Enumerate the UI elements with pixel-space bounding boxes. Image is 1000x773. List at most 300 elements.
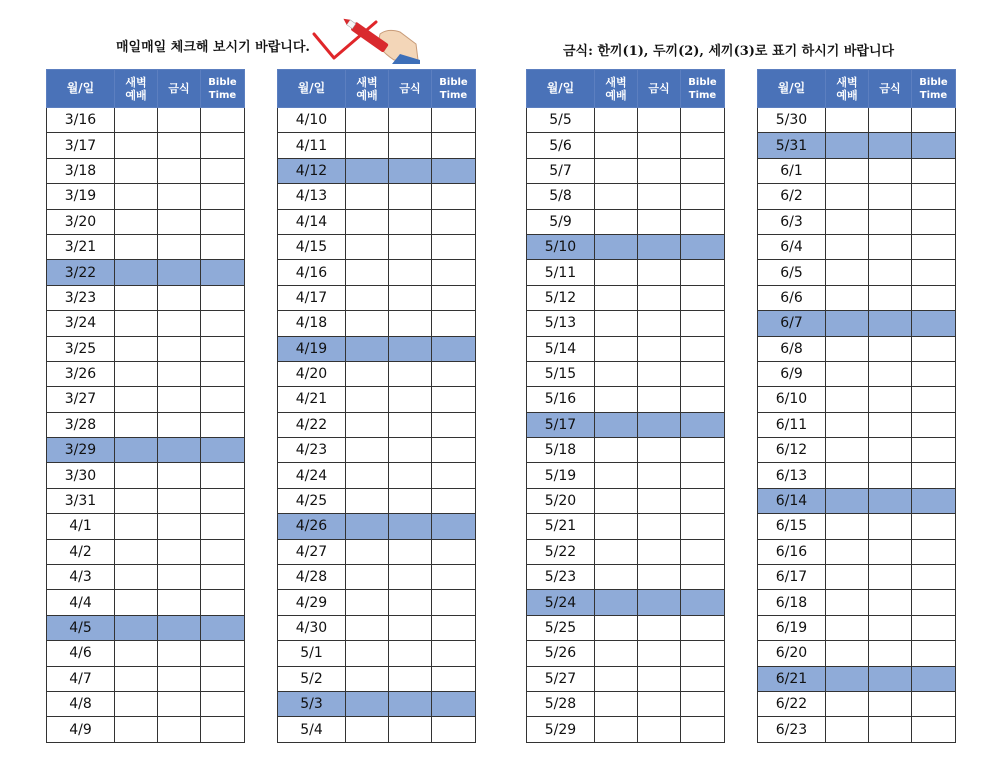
dawn-worship-check-cell[interactable]: [826, 133, 869, 158]
dawn-worship-check-cell[interactable]: [115, 666, 158, 691]
bible-time-check-cell[interactable]: [432, 108, 476, 133]
fasting-check-cell[interactable]: [158, 438, 201, 463]
bible-time-check-cell[interactable]: [201, 336, 245, 361]
bible-time-check-cell[interactable]: [201, 387, 245, 412]
bible-time-check-cell[interactable]: [432, 488, 476, 513]
fasting-check-cell[interactable]: [389, 158, 432, 183]
fasting-check-cell[interactable]: [158, 488, 201, 513]
dawn-worship-check-cell[interactable]: [346, 361, 389, 386]
fasting-check-cell[interactable]: [638, 387, 681, 412]
dawn-worship-check-cell[interactable]: [115, 285, 158, 310]
fasting-check-cell[interactable]: [389, 361, 432, 386]
dawn-worship-check-cell[interactable]: [346, 184, 389, 209]
dawn-worship-check-cell[interactable]: [826, 336, 869, 361]
dawn-worship-check-cell[interactable]: [826, 234, 869, 259]
dawn-worship-check-cell[interactable]: [346, 691, 389, 716]
dawn-worship-check-cell[interactable]: [346, 539, 389, 564]
fasting-check-cell[interactable]: [158, 361, 201, 386]
fasting-check-cell[interactable]: [638, 488, 681, 513]
fasting-check-cell[interactable]: [638, 641, 681, 666]
bible-time-check-cell[interactable]: [912, 361, 956, 386]
bible-time-check-cell[interactable]: [432, 234, 476, 259]
fasting-check-cell[interactable]: [158, 717, 201, 742]
fasting-check-cell[interactable]: [158, 641, 201, 666]
fasting-check-cell[interactable]: [389, 133, 432, 158]
bible-time-check-cell[interactable]: [681, 463, 725, 488]
fasting-check-cell[interactable]: [389, 285, 432, 310]
fasting-check-cell[interactable]: [638, 691, 681, 716]
dawn-worship-check-cell[interactable]: [826, 691, 869, 716]
bible-time-check-cell[interactable]: [201, 311, 245, 336]
fasting-check-cell[interactable]: [638, 590, 681, 615]
fasting-check-cell[interactable]: [389, 717, 432, 742]
dawn-worship-check-cell[interactable]: [595, 717, 638, 742]
bible-time-check-cell[interactable]: [201, 438, 245, 463]
dawn-worship-check-cell[interactable]: [595, 311, 638, 336]
dawn-worship-check-cell[interactable]: [595, 565, 638, 590]
dawn-worship-check-cell[interactable]: [115, 133, 158, 158]
fasting-check-cell[interactable]: [158, 260, 201, 285]
bible-time-check-cell[interactable]: [912, 691, 956, 716]
dawn-worship-check-cell[interactable]: [595, 361, 638, 386]
dawn-worship-check-cell[interactable]: [595, 438, 638, 463]
dawn-worship-check-cell[interactable]: [595, 590, 638, 615]
bible-time-check-cell[interactable]: [681, 438, 725, 463]
dawn-worship-check-cell[interactable]: [595, 158, 638, 183]
fasting-check-cell[interactable]: [389, 463, 432, 488]
dawn-worship-check-cell[interactable]: [115, 488, 158, 513]
fasting-check-cell[interactable]: [389, 641, 432, 666]
bible-time-check-cell[interactable]: [432, 666, 476, 691]
dawn-worship-check-cell[interactable]: [346, 717, 389, 742]
fasting-check-cell[interactable]: [389, 438, 432, 463]
dawn-worship-check-cell[interactable]: [346, 438, 389, 463]
fasting-check-cell[interactable]: [389, 336, 432, 361]
fasting-check-cell[interactable]: [638, 260, 681, 285]
dawn-worship-check-cell[interactable]: [115, 717, 158, 742]
fasting-check-cell[interactable]: [158, 412, 201, 437]
fasting-check-cell[interactable]: [638, 285, 681, 310]
bible-time-check-cell[interactable]: [912, 666, 956, 691]
fasting-check-cell[interactable]: [389, 260, 432, 285]
fasting-check-cell[interactable]: [869, 234, 912, 259]
dawn-worship-check-cell[interactable]: [826, 514, 869, 539]
dawn-worship-check-cell[interactable]: [346, 336, 389, 361]
bible-time-check-cell[interactable]: [912, 539, 956, 564]
fasting-check-cell[interactable]: [158, 387, 201, 412]
fasting-check-cell[interactable]: [158, 209, 201, 234]
dawn-worship-check-cell[interactable]: [826, 717, 869, 742]
bible-time-check-cell[interactable]: [912, 209, 956, 234]
fasting-check-cell[interactable]: [158, 565, 201, 590]
dawn-worship-check-cell[interactable]: [826, 412, 869, 437]
dawn-worship-check-cell[interactable]: [346, 666, 389, 691]
dawn-worship-check-cell[interactable]: [115, 234, 158, 259]
fasting-check-cell[interactable]: [638, 234, 681, 259]
dawn-worship-check-cell[interactable]: [826, 463, 869, 488]
dawn-worship-check-cell[interactable]: [346, 463, 389, 488]
bible-time-check-cell[interactable]: [681, 412, 725, 437]
bible-time-check-cell[interactable]: [912, 285, 956, 310]
bible-time-check-cell[interactable]: [432, 615, 476, 640]
fasting-check-cell[interactable]: [638, 615, 681, 640]
bible-time-check-cell[interactable]: [201, 361, 245, 386]
bible-time-check-cell[interactable]: [912, 717, 956, 742]
bible-time-check-cell[interactable]: [201, 641, 245, 666]
dawn-worship-check-cell[interactable]: [826, 641, 869, 666]
dawn-worship-check-cell[interactable]: [115, 514, 158, 539]
dawn-worship-check-cell[interactable]: [346, 387, 389, 412]
bible-time-check-cell[interactable]: [681, 565, 725, 590]
fasting-check-cell[interactable]: [869, 108, 912, 133]
bible-time-check-cell[interactable]: [432, 590, 476, 615]
fasting-check-cell[interactable]: [869, 691, 912, 716]
bible-time-check-cell[interactable]: [432, 184, 476, 209]
bible-time-check-cell[interactable]: [912, 158, 956, 183]
fasting-check-cell[interactable]: [158, 539, 201, 564]
dawn-worship-check-cell[interactable]: [595, 184, 638, 209]
bible-time-check-cell[interactable]: [432, 158, 476, 183]
fasting-check-cell[interactable]: [869, 387, 912, 412]
fasting-check-cell[interactable]: [389, 412, 432, 437]
bible-time-check-cell[interactable]: [912, 260, 956, 285]
fasting-check-cell[interactable]: [158, 666, 201, 691]
fasting-check-cell[interactable]: [389, 539, 432, 564]
bible-time-check-cell[interactable]: [201, 463, 245, 488]
bible-time-check-cell[interactable]: [201, 539, 245, 564]
fasting-check-cell[interactable]: [869, 565, 912, 590]
fasting-check-cell[interactable]: [638, 539, 681, 564]
dawn-worship-check-cell[interactable]: [595, 514, 638, 539]
dawn-worship-check-cell[interactable]: [595, 691, 638, 716]
fasting-check-cell[interactable]: [869, 438, 912, 463]
bible-time-check-cell[interactable]: [432, 311, 476, 336]
bible-time-check-cell[interactable]: [681, 514, 725, 539]
fasting-check-cell[interactable]: [869, 260, 912, 285]
dawn-worship-check-cell[interactable]: [115, 615, 158, 640]
dawn-worship-check-cell[interactable]: [826, 285, 869, 310]
bible-time-check-cell[interactable]: [432, 412, 476, 437]
dawn-worship-check-cell[interactable]: [346, 590, 389, 615]
dawn-worship-check-cell[interactable]: [115, 641, 158, 666]
dawn-worship-check-cell[interactable]: [595, 209, 638, 234]
dawn-worship-check-cell[interactable]: [826, 108, 869, 133]
fasting-check-cell[interactable]: [389, 514, 432, 539]
bible-time-check-cell[interactable]: [432, 209, 476, 234]
bible-time-check-cell[interactable]: [432, 514, 476, 539]
dawn-worship-check-cell[interactable]: [115, 336, 158, 361]
dawn-worship-check-cell[interactable]: [115, 184, 158, 209]
bible-time-check-cell[interactable]: [912, 463, 956, 488]
dawn-worship-check-cell[interactable]: [595, 666, 638, 691]
fasting-check-cell[interactable]: [638, 412, 681, 437]
dawn-worship-check-cell[interactable]: [595, 336, 638, 361]
fasting-check-cell[interactable]: [869, 514, 912, 539]
fasting-check-cell[interactable]: [638, 438, 681, 463]
fasting-check-cell[interactable]: [869, 717, 912, 742]
dawn-worship-check-cell[interactable]: [826, 361, 869, 386]
fasting-check-cell[interactable]: [389, 691, 432, 716]
bible-time-check-cell[interactable]: [201, 158, 245, 183]
bible-time-check-cell[interactable]: [912, 234, 956, 259]
fasting-check-cell[interactable]: [869, 158, 912, 183]
dawn-worship-check-cell[interactable]: [346, 615, 389, 640]
bible-time-check-cell[interactable]: [201, 412, 245, 437]
fasting-check-cell[interactable]: [158, 234, 201, 259]
bible-time-check-cell[interactable]: [681, 234, 725, 259]
bible-time-check-cell[interactable]: [681, 285, 725, 310]
bible-time-check-cell[interactable]: [201, 691, 245, 716]
dawn-worship-check-cell[interactable]: [115, 463, 158, 488]
fasting-check-cell[interactable]: [638, 336, 681, 361]
bible-time-check-cell[interactable]: [681, 717, 725, 742]
fasting-check-cell[interactable]: [389, 108, 432, 133]
dawn-worship-check-cell[interactable]: [826, 590, 869, 615]
bible-time-check-cell[interactable]: [201, 514, 245, 539]
bible-time-check-cell[interactable]: [681, 311, 725, 336]
bible-time-check-cell[interactable]: [201, 184, 245, 209]
fasting-check-cell[interactable]: [389, 387, 432, 412]
dawn-worship-check-cell[interactable]: [595, 260, 638, 285]
dawn-worship-check-cell[interactable]: [826, 565, 869, 590]
bible-time-check-cell[interactable]: [681, 615, 725, 640]
fasting-check-cell[interactable]: [389, 615, 432, 640]
dawn-worship-check-cell[interactable]: [826, 158, 869, 183]
fasting-check-cell[interactable]: [158, 463, 201, 488]
dawn-worship-check-cell[interactable]: [826, 387, 869, 412]
dawn-worship-check-cell[interactable]: [826, 666, 869, 691]
bible-time-check-cell[interactable]: [681, 336, 725, 361]
dawn-worship-check-cell[interactable]: [115, 361, 158, 386]
bible-time-check-cell[interactable]: [432, 565, 476, 590]
dawn-worship-check-cell[interactable]: [115, 260, 158, 285]
dawn-worship-check-cell[interactable]: [115, 387, 158, 412]
fasting-check-cell[interactable]: [638, 514, 681, 539]
dawn-worship-check-cell[interactable]: [595, 285, 638, 310]
dawn-worship-check-cell[interactable]: [346, 133, 389, 158]
dawn-worship-check-cell[interactable]: [595, 133, 638, 158]
dawn-worship-check-cell[interactable]: [595, 412, 638, 437]
bible-time-check-cell[interactable]: [432, 336, 476, 361]
fasting-check-cell[interactable]: [638, 184, 681, 209]
dawn-worship-check-cell[interactable]: [826, 539, 869, 564]
bible-time-check-cell[interactable]: [681, 590, 725, 615]
bible-time-check-cell[interactable]: [681, 387, 725, 412]
dawn-worship-check-cell[interactable]: [595, 108, 638, 133]
fasting-check-cell[interactable]: [638, 666, 681, 691]
dawn-worship-check-cell[interactable]: [826, 311, 869, 336]
fasting-check-cell[interactable]: [389, 488, 432, 513]
fasting-check-cell[interactable]: [869, 666, 912, 691]
dawn-worship-check-cell[interactable]: [115, 311, 158, 336]
fasting-check-cell[interactable]: [389, 565, 432, 590]
fasting-check-cell[interactable]: [158, 311, 201, 336]
bible-time-check-cell[interactable]: [681, 691, 725, 716]
dawn-worship-check-cell[interactable]: [346, 488, 389, 513]
bible-time-check-cell[interactable]: [432, 539, 476, 564]
fasting-check-cell[interactable]: [638, 133, 681, 158]
bible-time-check-cell[interactable]: [432, 641, 476, 666]
bible-time-check-cell[interactable]: [912, 184, 956, 209]
fasting-check-cell[interactable]: [158, 158, 201, 183]
bible-time-check-cell[interactable]: [912, 311, 956, 336]
fasting-check-cell[interactable]: [158, 108, 201, 133]
bible-time-check-cell[interactable]: [201, 260, 245, 285]
bible-time-check-cell[interactable]: [432, 260, 476, 285]
fasting-check-cell[interactable]: [869, 311, 912, 336]
bible-time-check-cell[interactable]: [912, 412, 956, 437]
bible-time-check-cell[interactable]: [432, 691, 476, 716]
dawn-worship-check-cell[interactable]: [595, 234, 638, 259]
fasting-check-cell[interactable]: [389, 209, 432, 234]
fasting-check-cell[interactable]: [158, 691, 201, 716]
dawn-worship-check-cell[interactable]: [115, 539, 158, 564]
fasting-check-cell[interactable]: [869, 209, 912, 234]
bible-time-check-cell[interactable]: [912, 514, 956, 539]
dawn-worship-check-cell[interactable]: [346, 158, 389, 183]
bible-time-check-cell[interactable]: [432, 285, 476, 310]
dawn-worship-check-cell[interactable]: [826, 184, 869, 209]
fasting-check-cell[interactable]: [389, 311, 432, 336]
dawn-worship-check-cell[interactable]: [346, 234, 389, 259]
bible-time-check-cell[interactable]: [432, 463, 476, 488]
bible-time-check-cell[interactable]: [681, 184, 725, 209]
bible-time-check-cell[interactable]: [912, 590, 956, 615]
bible-time-check-cell[interactable]: [912, 387, 956, 412]
bible-time-check-cell[interactable]: [432, 387, 476, 412]
dawn-worship-check-cell[interactable]: [115, 590, 158, 615]
dawn-worship-check-cell[interactable]: [826, 209, 869, 234]
bible-time-check-cell[interactable]: [912, 488, 956, 513]
fasting-check-cell[interactable]: [869, 590, 912, 615]
fasting-check-cell[interactable]: [869, 133, 912, 158]
dawn-worship-check-cell[interactable]: [595, 539, 638, 564]
bible-time-check-cell[interactable]: [432, 717, 476, 742]
bible-time-check-cell[interactable]: [201, 234, 245, 259]
dawn-worship-check-cell[interactable]: [115, 691, 158, 716]
bible-time-check-cell[interactable]: [201, 108, 245, 133]
bible-time-check-cell[interactable]: [681, 488, 725, 513]
bible-time-check-cell[interactable]: [681, 133, 725, 158]
fasting-check-cell[interactable]: [158, 336, 201, 361]
bible-time-check-cell[interactable]: [201, 717, 245, 742]
bible-time-check-cell[interactable]: [432, 438, 476, 463]
dawn-worship-check-cell[interactable]: [595, 488, 638, 513]
dawn-worship-check-cell[interactable]: [346, 260, 389, 285]
bible-time-check-cell[interactable]: [201, 615, 245, 640]
fasting-check-cell[interactable]: [389, 590, 432, 615]
dawn-worship-check-cell[interactable]: [346, 311, 389, 336]
bible-time-check-cell[interactable]: [681, 666, 725, 691]
bible-time-check-cell[interactable]: [201, 666, 245, 691]
fasting-check-cell[interactable]: [158, 285, 201, 310]
fasting-check-cell[interactable]: [869, 361, 912, 386]
bible-time-check-cell[interactable]: [681, 108, 725, 133]
bible-time-check-cell[interactable]: [432, 361, 476, 386]
fasting-check-cell[interactable]: [638, 361, 681, 386]
bible-time-check-cell[interactable]: [432, 133, 476, 158]
bible-time-check-cell[interactable]: [681, 641, 725, 666]
fasting-check-cell[interactable]: [869, 412, 912, 437]
dawn-worship-check-cell[interactable]: [595, 387, 638, 412]
bible-time-check-cell[interactable]: [681, 260, 725, 285]
fasting-check-cell[interactable]: [869, 463, 912, 488]
fasting-check-cell[interactable]: [158, 514, 201, 539]
dawn-worship-check-cell[interactable]: [115, 209, 158, 234]
dawn-worship-check-cell[interactable]: [826, 260, 869, 285]
dawn-worship-check-cell[interactable]: [595, 641, 638, 666]
fasting-check-cell[interactable]: [389, 184, 432, 209]
dawn-worship-check-cell[interactable]: [595, 463, 638, 488]
dawn-worship-check-cell[interactable]: [595, 615, 638, 640]
dawn-worship-check-cell[interactable]: [346, 565, 389, 590]
fasting-check-cell[interactable]: [638, 565, 681, 590]
fasting-check-cell[interactable]: [869, 641, 912, 666]
bible-time-check-cell[interactable]: [912, 108, 956, 133]
dawn-worship-check-cell[interactable]: [346, 209, 389, 234]
dawn-worship-check-cell[interactable]: [115, 158, 158, 183]
dawn-worship-check-cell[interactable]: [115, 565, 158, 590]
bible-time-check-cell[interactable]: [912, 565, 956, 590]
fasting-check-cell[interactable]: [869, 184, 912, 209]
fasting-check-cell[interactable]: [869, 615, 912, 640]
bible-time-check-cell[interactable]: [681, 158, 725, 183]
fasting-check-cell[interactable]: [638, 717, 681, 742]
bible-time-check-cell[interactable]: [912, 438, 956, 463]
fasting-check-cell[interactable]: [158, 590, 201, 615]
bible-time-check-cell[interactable]: [201, 590, 245, 615]
bible-time-check-cell[interactable]: [681, 361, 725, 386]
dawn-worship-check-cell[interactable]: [346, 412, 389, 437]
dawn-worship-check-cell[interactable]: [826, 438, 869, 463]
fasting-check-cell[interactable]: [638, 311, 681, 336]
dawn-worship-check-cell[interactable]: [115, 412, 158, 437]
bible-time-check-cell[interactable]: [681, 209, 725, 234]
fasting-check-cell[interactable]: [638, 108, 681, 133]
dawn-worship-check-cell[interactable]: [346, 285, 389, 310]
bible-time-check-cell[interactable]: [912, 641, 956, 666]
fasting-check-cell[interactable]: [158, 615, 201, 640]
fasting-check-cell[interactable]: [638, 158, 681, 183]
bible-time-check-cell[interactable]: [201, 565, 245, 590]
bible-time-check-cell[interactable]: [201, 285, 245, 310]
dawn-worship-check-cell[interactable]: [346, 641, 389, 666]
dawn-worship-check-cell[interactable]: [115, 438, 158, 463]
fasting-check-cell[interactable]: [158, 133, 201, 158]
fasting-check-cell[interactable]: [869, 285, 912, 310]
fasting-check-cell[interactable]: [869, 336, 912, 361]
dawn-worship-check-cell[interactable]: [346, 514, 389, 539]
dawn-worship-check-cell[interactable]: [826, 615, 869, 640]
dawn-worship-check-cell[interactable]: [826, 488, 869, 513]
bible-time-check-cell[interactable]: [912, 133, 956, 158]
dawn-worship-check-cell[interactable]: [346, 108, 389, 133]
bible-time-check-cell[interactable]: [201, 209, 245, 234]
fasting-check-cell[interactable]: [158, 184, 201, 209]
fasting-check-cell[interactable]: [389, 666, 432, 691]
bible-time-check-cell[interactable]: [201, 488, 245, 513]
fasting-check-cell[interactable]: [389, 234, 432, 259]
bible-time-check-cell[interactable]: [912, 615, 956, 640]
fasting-check-cell[interactable]: [638, 209, 681, 234]
fasting-check-cell[interactable]: [869, 539, 912, 564]
bible-time-check-cell[interactable]: [201, 133, 245, 158]
dawn-worship-check-cell[interactable]: [115, 108, 158, 133]
fasting-check-cell[interactable]: [638, 463, 681, 488]
fasting-check-cell[interactable]: [869, 488, 912, 513]
bible-time-check-cell[interactable]: [912, 336, 956, 361]
bible-time-check-cell[interactable]: [681, 539, 725, 564]
